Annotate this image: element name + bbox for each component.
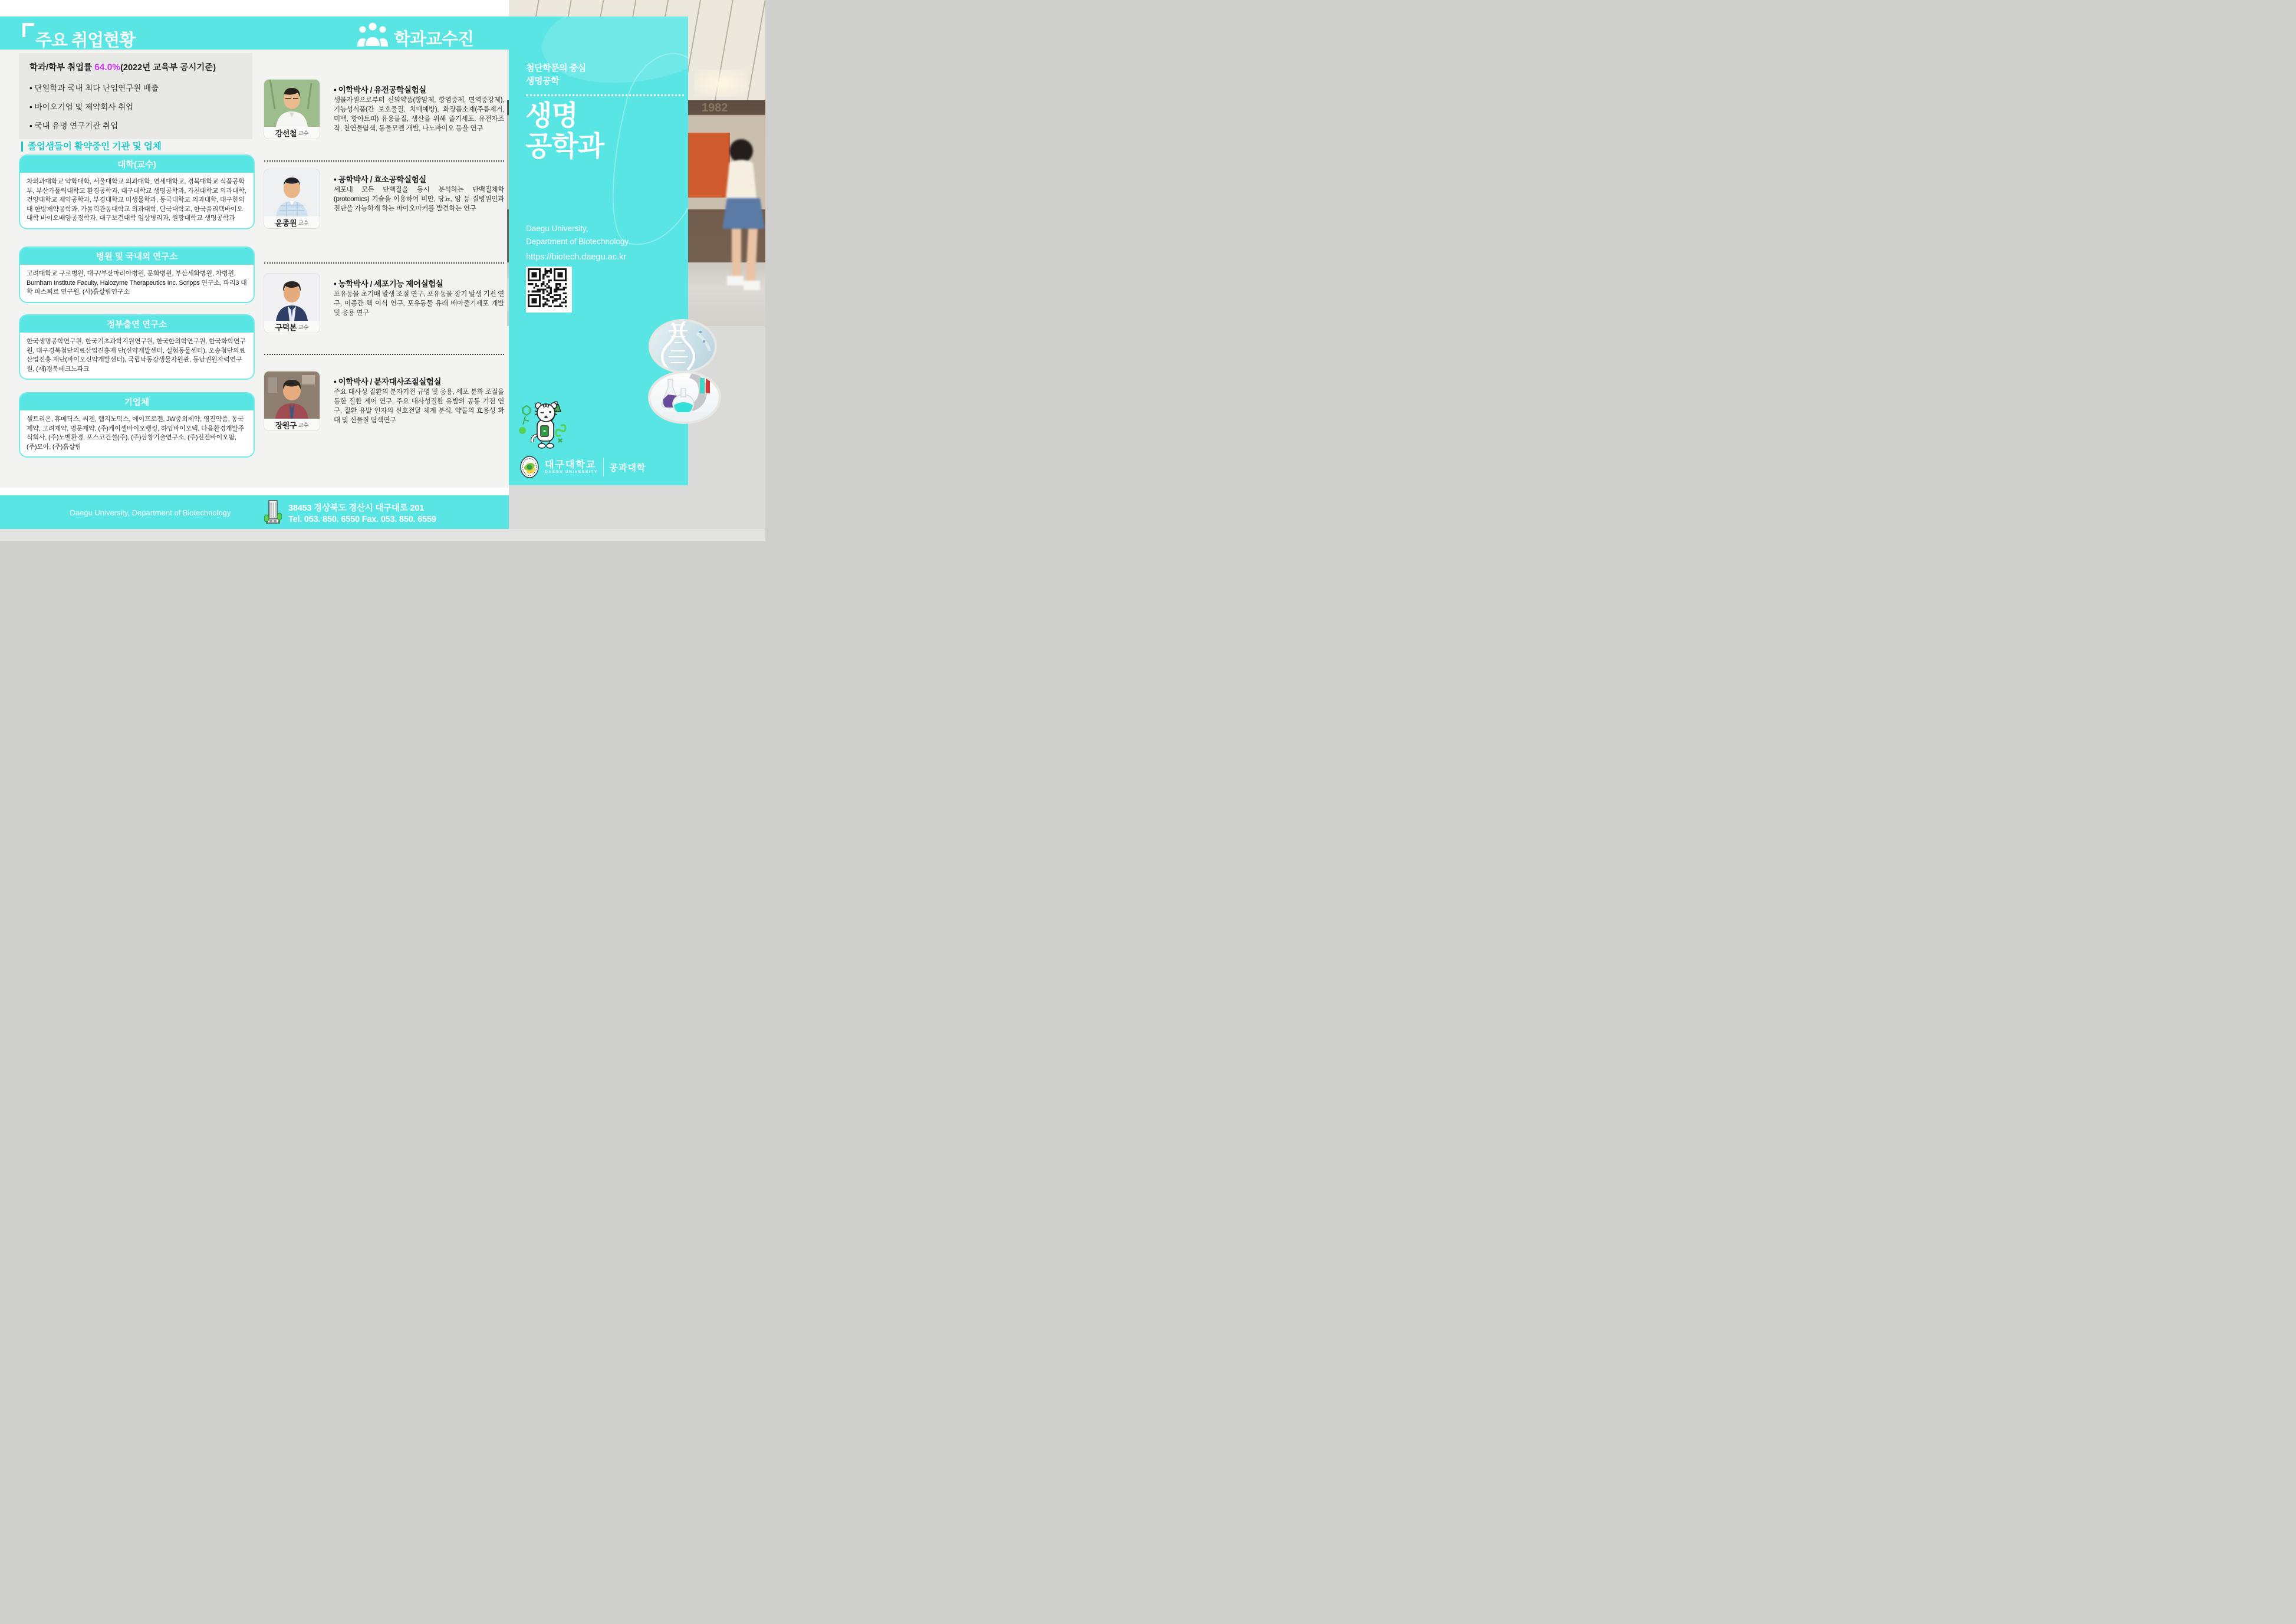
logo-divider <box>603 458 604 476</box>
panel-tagline: 생명공학 <box>526 76 559 86</box>
brochure-page <box>0 0 765 541</box>
professor-portrait <box>264 274 320 321</box>
professor-research: 세포내 모든 단백질을 동시 분석하는 단백질체학(proteomics) 기술을 이용하여 비만, 당뇨, 암 등 질병원인과 진단을 가능하게 하는 바이오마커를 발견하는 연구 <box>334 186 504 212</box>
professor-portrait <box>264 80 320 127</box>
university-logo-row <box>519 455 646 479</box>
professor-row <box>264 372 504 448</box>
top-margin <box>0 0 509 17</box>
box-title: 대학(교수) <box>20 156 254 173</box>
companies-box <box>19 392 255 458</box>
address-text: 38453 경상북도 경산시 대구대로 201 <box>288 504 425 513</box>
professor-lab-title: • 이학박사 / 유전공학실험실 <box>334 86 426 94</box>
professor-row <box>264 274 504 350</box>
panel-tagline: 첨단학문의 중심 <box>526 63 586 73</box>
divider <box>264 262 504 264</box>
employment-stats-box <box>19 53 252 139</box>
footer-bar <box>0 495 509 529</box>
professor-name: 장원구 교수 <box>264 419 320 430</box>
logo-text <box>545 460 598 474</box>
student-female <box>710 137 765 314</box>
employment-rate: 64.0% <box>94 63 121 73</box>
logo-korean: 대구대학교 <box>545 460 597 470</box>
professor-photo-card <box>264 372 320 430</box>
professor-lab-title: • 농학박사 / 세포기능 제어실험실 <box>334 280 443 288</box>
ceiling-light <box>695 70 748 97</box>
professor-research: 주요 대사성 질환의 분자기전 규명 및 응용, 세포 분화 조절을 통한 질환 제어 연구, 주요 대사성질환 유발의 공통 기전 연구, 질환 유발 인자의 신호전달 체계 분석, 약물의 효용성 확대 및 신물질 탐색연구 <box>334 389 504 424</box>
professor-name: 윤종원 교수 <box>264 216 320 228</box>
header-band <box>0 17 509 50</box>
faculty-section-title: 학과교수진 <box>394 30 474 49</box>
dna-photo-circle <box>649 319 717 373</box>
professor-photo-card <box>264 274 320 333</box>
professor-name: 구덕본 교수 <box>264 321 320 333</box>
professor-lab-title: • 이학박사 / 분자대사조절실험실 <box>334 377 442 386</box>
graduates-section-heading: 졸업생들이 활약중인 기관 및 업체 <box>21 142 162 152</box>
department-title: 공학과 <box>525 130 604 162</box>
divider <box>264 160 504 162</box>
box-title: 병원 및 국내외 연구소 <box>20 248 254 265</box>
universities-box <box>19 154 255 229</box>
headline-suffix: (2022년 교육부 공시기준) <box>120 63 216 73</box>
pre-footer-strip <box>0 488 509 495</box>
professor-name: 강선철 교수 <box>264 127 320 139</box>
bottom-margin <box>0 529 765 541</box>
telfax-text: Tel. 053. 850. 6550 Fax. 053. 850. 6559 <box>288 515 436 524</box>
corner-bracket-icon <box>22 23 34 37</box>
box-content: 차의과대학교 약학대학, 서울대학교 의과대학, 연세대학교, 경북대학교 식품공학부, 부산가톨릭대학교 환경공학과, 대구대학교 생명공학과, 가천대학교 의과대학, 건양대학교 제약공학과, 부경대학교 미생물학과, 동국대학교 의과대학, 대구한의대 한방제약공학과, 가톨릭관동대학교 의과대학, 단국대학교, 한국폴리텍바이오대학 바이오배양공정학과, 대구보건대학 임상병리과, 원광대학교 생명공학과 <box>27 178 246 222</box>
divider <box>264 354 504 355</box>
box-title: 기업체 <box>20 393 254 410</box>
logo-english: DAEGU UNIVERSITY <box>545 470 598 474</box>
dna-helix <box>651 321 715 371</box>
box-content: 한국생명공학연구원, 한국기초과학지원연구원, 한국한의학연구원, 한국화학연구원, 대구경북첨단의료산업진흥재 단(신약개발센터, 실험동물센터), 오송첨단의료산업진흥 재단(바이오신약개발센터), 국립낙동강생물자원관, 동남권원자력연구원, (재)경북테크노파크 <box>27 338 246 373</box>
professor-row <box>264 169 504 246</box>
employment-headline <box>29 61 216 73</box>
university-seal-icon <box>519 455 540 479</box>
department-title: 생명 <box>525 100 578 131</box>
professor-portrait <box>264 372 320 419</box>
professor-photo-card <box>264 169 320 228</box>
building-icon <box>264 500 282 525</box>
box-content: 고려대학교 구로병원, 대구/부산마리아병원, 문화병원, 부산세화병원, 차병원, Burnham Institute Faculty, Halozyme Therapeutics Inc. Scripps 연구소, 파리3 대학 파스퇴르 연구원, (사)흙살림연구소 <box>27 270 247 295</box>
tiger-mascot <box>517 400 574 451</box>
headline-prefix: 학과/학부 취업률 <box>29 63 95 73</box>
wall-year-text: 1982 <box>702 101 728 114</box>
website-url[interactable]: https://biotech.daegu.ac.kr <box>526 252 627 262</box>
box-title: 정부출연 연구소 <box>20 315 254 333</box>
people-icon <box>357 20 388 47</box>
employment-section-title: 주요 취업현황 <box>35 31 136 50</box>
employment-bullet: • 단일학과 국내 최다 난임연구원 배출 <box>29 84 159 93</box>
professor-row <box>264 80 504 156</box>
box-content: 셀트리온, 휴메딕스, 씨젠, 랩지노믹스, 에이프로젠, JW중외제약, 영진약품, 동국제약, 고려제약, 명문제약, (주)케이셀바이오뱅킹, 하임바이오텍, 다음환경개발주식회사, (주)노벨환경, 포스코건설(주), (주)삼창기술연구소, (주)전진바이오팜, (주)모아, (주)흙살림 <box>27 416 245 451</box>
college-name: 공과대학 <box>609 462 646 473</box>
professor-portrait <box>264 169 320 216</box>
government-institutes-box <box>19 314 255 380</box>
hospitals-box <box>19 246 255 303</box>
dotted-divider <box>526 94 684 96</box>
lab-flasks <box>650 373 719 422</box>
professor-lab-title: • 공학박사 / 효소공학실험실 <box>334 175 426 184</box>
professor-photo-card <box>264 80 320 139</box>
professor-research: 생물자원으로부터 신의약품(항암제, 항염증제, 면역증강제), 기능성식품(간 보호물질, 치매예방), 화장품소재(주름제거, 미백, 항아토피) 유용물질, 생산을 위해 줄기세포, 유전자조작, 천연물탐색, 동물모델 개발, 나노바이오 등을 연구 <box>334 97 504 132</box>
lab-photo-circle <box>648 371 721 424</box>
employment-bullet: • 국내 유명 연구기관 취업 <box>29 121 119 130</box>
university-subtitle: Daegu University, <box>526 224 588 233</box>
professor-research: 포유동물 초기배 발생 조절 연구, 포유동물 장기 발생 기전 연구, 이종간 핵 이식 연구, 포유동물 유래 배아줄기세포 개발 및 응용 연구 <box>334 291 504 317</box>
department-subtitle: Department of Biotechnology <box>526 237 629 246</box>
footer-department-text: Daegu University, Department of Biotechnology <box>70 508 231 517</box>
qr-code <box>526 267 572 313</box>
employment-bullet: • 바이오기업 및 제약회사 취업 <box>29 103 134 111</box>
